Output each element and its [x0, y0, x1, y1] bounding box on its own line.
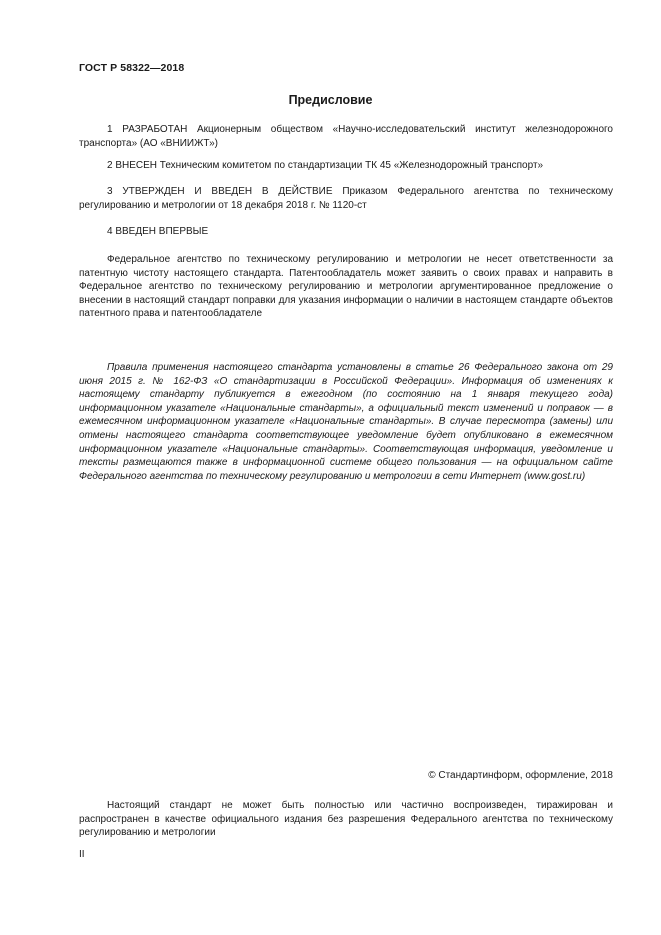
reproduction-notice: Настоящий стандарт не может быть полностью или частично воспроизведен, тиражирован и распространен в качестве официального издания без разрешения Федерального агентства по техническому регулированию и метрологии	[79, 800, 613, 839]
item-first-introduced: 4 ВВЕДЕН ВПЕРВЫЕ	[107, 226, 209, 237]
standard-code: ГОСТ Р 58322—2018	[79, 62, 185, 74]
page-number: II	[79, 849, 85, 860]
rules-notice: Правила применения настоящего стандарта установлены в статье 26 Федерального закона от 29 июня 2015 г. № 162-ФЗ «О стандартизации в Российской Федерации». Информация об изменениях к настоящему стандарту публикуется в ежегодном (по состоянию на 1 января текущего года) информационном указателе «Национальные стандарты», а официальный текст изменений и поправок — в ежемесячном информационном указателе «Национальные стандарты». В случае пересмотра (замены) или отмены настоящего стандарта соответствующее уведомление будет опубликовано в ежемесячном информационном указателе «Национальные стандарты». Соответствующая информация, уведомление и тексты размещаются также в информационной системе общего пользования — на официальном сайте Федерального агентства по техническому регулированию и метрологии в сети Интернет (www.gost.ru)	[79, 362, 613, 482]
item-developed: 1 РАЗРАБОТАН Акционерным обществом «Научно-исследовательский институт железнодорожного транспорта» (АО «ВНИИЖТ»)	[79, 124, 613, 149]
item-approved: 3 УТВЕРЖДЕН И ВВЕДЕН В ДЕЙСТВИЕ Приказом Федерального агентства по техническому регулированию и метрологии от 18 декабря 2018 г. № 1120-ст	[79, 186, 613, 211]
item-introduced: 2 ВНЕСЕН Техническим комитетом по стандартизации ТК 45 «Железнодорожный транспорт»	[107, 160, 544, 171]
section-title: Предисловие	[288, 93, 373, 107]
patent-notice: Федеральное агентство по техническому регулированию и метрологии не несет ответственности за патентную чистоту настоящего стандарта. Патентообладатель может заявить о своих правах и направить в Федеральное агентство по техническому регулированию и метрологии аргументированное предложение о внесении в настоящий стандарт поправки для указания информации о наличии в настоящем стандарте объектов патентного права и патентообладателе	[79, 254, 613, 320]
copyright-line: © Стандартинформ, оформление, 2018	[428, 770, 613, 781]
